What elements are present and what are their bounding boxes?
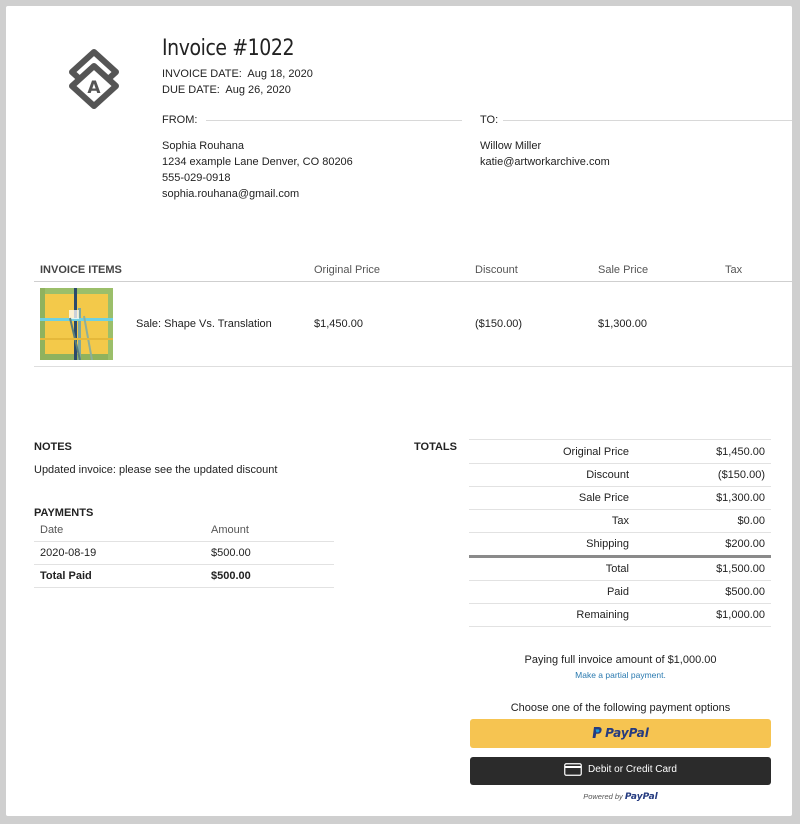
totals-row-shipping — [469, 532, 771, 558]
payments-total-row — [34, 564, 334, 588]
partial-payment-link[interactable]: Make a partial payment. — [575, 670, 666, 680]
totals-value-sale-price: $1,300.00 — [716, 492, 765, 504]
from-label: FROM: — [162, 114, 198, 126]
totals-value-tax: $0.00 — [737, 515, 765, 527]
credit-card-icon — [564, 763, 582, 776]
due-date-value: Aug 26, 2020 — [225, 84, 291, 96]
artwork-thumbnail[interactable] — [40, 288, 113, 360]
partial-payment-line — [470, 669, 771, 681]
to-divider — [503, 120, 792, 121]
card-button-label: Debit or Credit Card — [588, 764, 677, 775]
items-row-divider — [34, 366, 792, 367]
item-description: Sale: Shape Vs. Translation — [136, 318, 272, 330]
from-name: Sophia Rouhana — [162, 140, 244, 152]
total-paid-value: $500.00 — [211, 570, 251, 582]
item-sale-price: $1,300.00 — [598, 318, 647, 330]
payment-date: 2020-08-19 — [40, 547, 97, 559]
to-label: TO: — [480, 114, 499, 126]
paypal-button-label: PayPal — [605, 725, 649, 740]
totals-row-total — [469, 557, 771, 581]
from-divider — [206, 120, 462, 121]
due-date-label: DUE DATE: — [162, 84, 220, 96]
payments-label: PAYMENTS — [34, 507, 94, 519]
to-address-block — [480, 138, 610, 170]
paypal-logo-icon — [592, 726, 649, 740]
artwork-archive-logo-icon — [66, 48, 122, 112]
totals-label-paid: Paid — [606, 586, 629, 598]
notes-text: Updated invoice: please see the updated discount — [34, 464, 278, 476]
payment-amount: $500.00 — [211, 547, 251, 559]
from-address-block — [162, 138, 353, 202]
invoice-date-line — [162, 68, 313, 80]
totals-value-total: $1,500.00 — [716, 563, 765, 575]
invoice-title: Invoice #1022 — [162, 36, 295, 61]
totals-label-discount: Discount — [586, 469, 629, 481]
items-header-sale-price: Sale Price — [598, 264, 649, 276]
payments-header-date: Date — [40, 524, 64, 536]
totals-label-sale-price: Sale Price — [578, 492, 629, 504]
powered-by-brand: PayPal — [624, 792, 658, 802]
payment-options-text: Choose one of the following payment options — [510, 702, 731, 714]
totals-row-paid — [469, 580, 771, 604]
totals-row-tax — [469, 509, 771, 533]
totals-label-remaining: Remaining — [576, 609, 629, 621]
totals-row-remaining — [469, 603, 771, 627]
from-email: sophia.rouhana@gmail.com — [162, 188, 300, 200]
totals-value-original-price: $1,450.00 — [716, 446, 765, 458]
items-header-divider — [34, 281, 792, 282]
notes-label: NOTES — [34, 441, 72, 453]
invoice-date-label: INVOICE DATE: — [162, 68, 242, 80]
total-paid-label: Total Paid — [40, 570, 92, 582]
from-phone: 555-029-0918 — [162, 172, 231, 184]
totals-row-sale-price — [469, 486, 771, 510]
payments-header-row — [34, 518, 334, 542]
totals-label-original-price: Original Price — [562, 446, 629, 458]
totals-value-shipping: $200.00 — [725, 538, 765, 550]
items-header-items: INVOICE ITEMS — [40, 264, 122, 276]
powered-by-paypal — [470, 792, 771, 802]
svg-text:A: A — [87, 78, 101, 98]
payment-row — [34, 541, 334, 565]
invoice-page — [6, 6, 792, 816]
invoice-date-value: Aug 18, 2020 — [247, 68, 313, 80]
totals-row-original-price — [469, 440, 771, 464]
paying-amount-text: Paying full invoice amount of $1,000.00 — [524, 654, 717, 666]
to-email: katie@artworkarchive.com — [480, 156, 610, 168]
totals-label: TOTALS — [414, 441, 457, 453]
items-header-tax: Tax — [725, 264, 743, 276]
from-address: 1234 example Lane Denver, CO 80206 — [162, 156, 353, 168]
debit-credit-card-button[interactable] — [470, 757, 771, 785]
totals-row-discount — [469, 463, 771, 487]
totals-value-discount: ($150.00) — [717, 469, 765, 481]
totals-value-remaining: $1,000.00 — [716, 609, 765, 621]
totals-label-tax: Tax — [611, 515, 629, 527]
items-header-discount: Discount — [475, 264, 518, 276]
items-header-original-price: Original Price — [314, 264, 381, 276]
totals-label-total: Total — [605, 563, 629, 575]
totals-label-shipping: Shipping — [586, 538, 629, 550]
payments-header-amount: Amount — [211, 524, 249, 536]
card-button-content — [564, 763, 677, 776]
item-discount: ($150.00) — [475, 318, 523, 330]
paypal-p-icon — [592, 727, 602, 739]
to-name: Willow Miller — [480, 140, 542, 152]
powered-by-text: Powered by — [583, 792, 623, 801]
paypal-button[interactable] — [470, 719, 771, 748]
totals-value-paid: $500.00 — [725, 586, 765, 598]
due-date-line — [162, 84, 291, 96]
item-original-price: $1,450.00 — [314, 318, 363, 330]
